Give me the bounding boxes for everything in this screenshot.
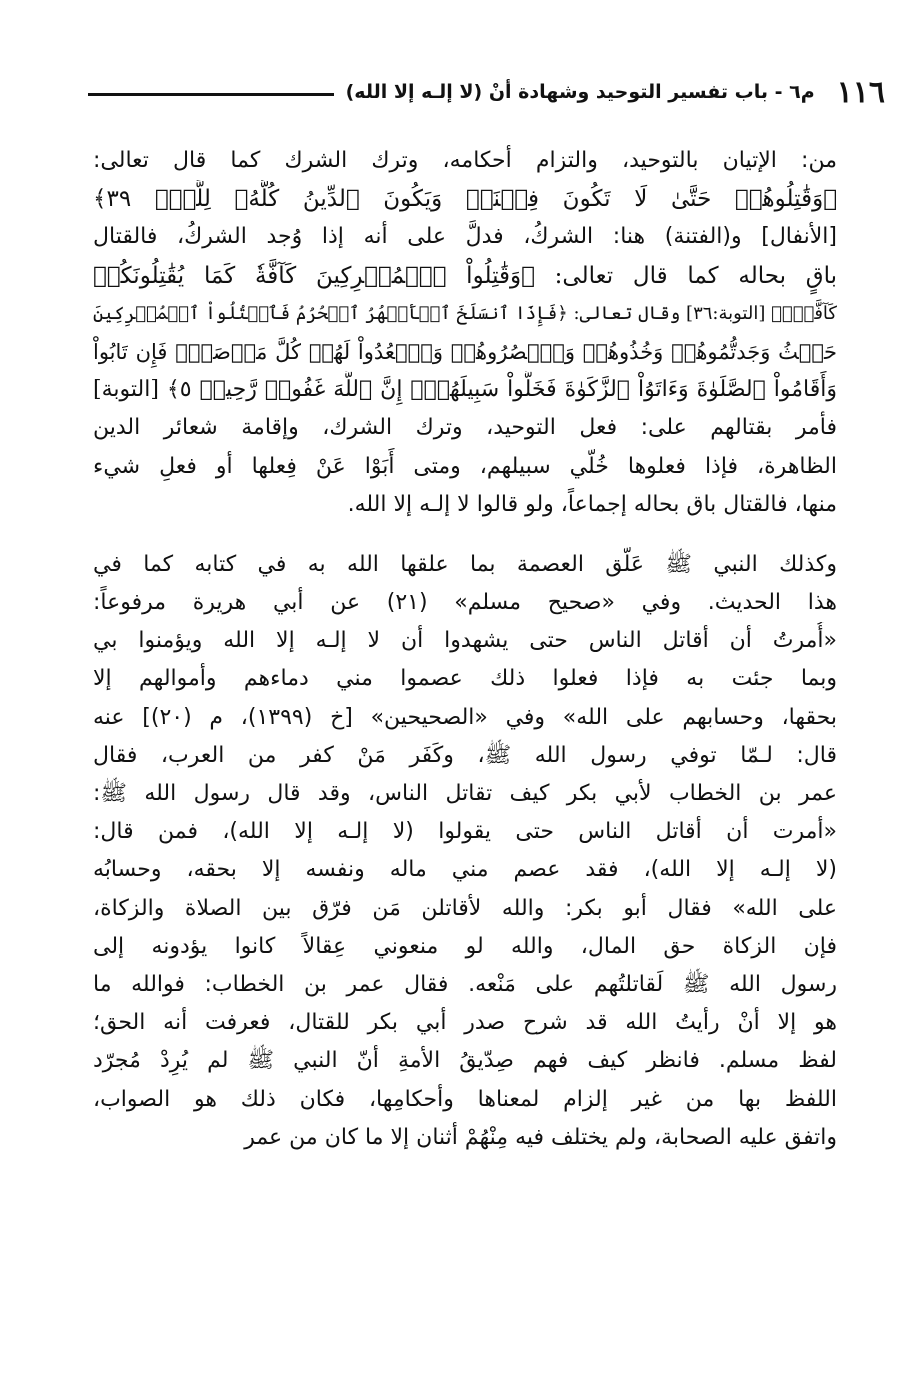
text-line: «أُمرتُ أن أقاتل الناس حتى يشهدوا أن لا إلـه إلا الله ويؤمنوا بي <box>93 628 837 654</box>
text-line: وبما جئت به فإذا فعلوا ذلك عصموا مني دماءهم وأموالهم إلا <box>93 666 837 692</box>
text-line: الظاهرة، فإذا فعلوها خُلّي سبيلهم، ومتى أَبَوْا عَنْ فِعلها أو فعلِ شيء <box>93 453 837 479</box>
body-text <box>93 142 837 1157</box>
text-line: فأمر بقتالهم على: فعل التوحيد، وترك الشرك، وإقامة شعائر الدين <box>93 415 837 441</box>
text-line: هذا الحديث. وفي «صحيح مسلم» (٢١) عن أبي هريرة مرفوعاً: <box>93 590 837 616</box>
text-line: رسول الله ﷺ لَقاتلتُهم على مَنْعه. فقال عمر بن الخطاب: فوالله ما <box>93 971 837 997</box>
page-header <box>88 70 885 114</box>
text-line: واتفق عليه الصحابة، ولم يختلف فيه مِنْهُمْ أثنان إلا ما كان من عمر <box>244 1124 837 1150</box>
text-line: منها، فالقتال باق بحاله إجماعاً، ولو قالوا لا إلـه إلا الله. <box>347 491 837 517</box>
quran-verse-line: ﴿وَقَٰتِلُوهُمۡ حَتَّىٰ لَا تَكُونَ فِتۡنَةٞ وَيَكُونَ ٱلدِّينُ كُلُّهُۥ لِلَّهِۚ ٣٩﴾ <box>93 186 837 213</box>
quran-verse-line: باقٍ بحاله كما قال تعالى: ﴿وَقَٰتِلُواْ ٱلۡمُشۡرِكِينَ كَآفَّةٗ كَمَا يُقَٰتِلُونَكُمۡ <box>93 262 837 289</box>
text-line: [الأنفال] و(الفتنة) هنا: الشركُ، فدلَّ على أنه إذا وُجد الشركُ، فالقتال <box>93 224 837 250</box>
text-line: فإن الزكاة حق المال، والله لو منعوني عِقالاً كانوا يؤدونه إلى <box>93 933 837 959</box>
text-line: بحقها، وحسابهم على الله» وفي «الصحيحين» [خ (١٣٩٩)، م (٢٠)] عنه <box>93 704 837 730</box>
quran-verse-line: وَأَقَامُواْ ٱلصَّلَوٰةَ وَءَاتَوُاْ ٱلزَّكَوٰةَ فَخَلُّواْ سَبِيلَهُمۡۚ إِنَّ ٱللَّهَ غَفُورٞ رَّحِيمٞ ٥﴾ [التوبة] <box>93 377 837 403</box>
quran-verse-line: حَيۡثُ وَجَدتُّمُوهُمۡ وَخُذُوهُمۡ وَٱحۡصُرُوهُمۡ وَٱقۡعُدُواْ لَهُمۡ كُلَّ مَرۡصَدٖۚ فَإِن تَابُواْ <box>93 339 837 364</box>
text-line: وكذلك النبي ﷺ عَلّق العصمة بما علقها الله به في كتابه كما في <box>93 551 837 577</box>
running-title: م٦ - باب تفسير التوحيد وشهادة أنْ (لا إلـه إلا الله) <box>345 81 815 103</box>
text-line: من: الإتيان بالتوحيد، والتزام أحكامه، وترك الشرك كما قال تعالى: <box>93 148 837 173</box>
paragraph <box>93 142 837 524</box>
quran-verse-line: كَآفَّةٗۚ﴾ [التوبة:٣٦] وقال تعالى: ﴿فَإِذَا ٱنسَلَخَ ٱلۡأَشۡهُرُ ٱلۡحُرُمُ فَٱقۡتُلُواْ ٱلۡمُشۡرِكِينَ <box>93 302 837 324</box>
paragraph-gap <box>93 524 837 546</box>
text-line: عمر بن الخطاب لأبي بكر كيف تقاتل الناس، وقد قال رسول الله ﷺ: <box>93 781 837 806</box>
page-number: ١١٦ <box>836 74 885 110</box>
text-line: لفظ مسلم. فانظر كيف فهم صِدّيقُ الأمةِ أنّ النبي ﷺ لم يُرِدْ مُجرّد <box>93 1048 837 1074</box>
text-line: على الله» فقال أبو بكر: والله لأقاتلن مَن فرّق بين الصلاة والزكاة، <box>93 895 837 921</box>
text-line: «أمرت أن أقاتل الناس حتى يقولوا (لا إلـه إلا الله)، فمن قال: <box>93 819 837 845</box>
text-line: اللفظ بها من غير إلزام لمعناها وأحكامِها، فكان ذلك هو الصواب، <box>93 1086 837 1112</box>
text-line: قال: لـمّا توفي رسول الله ﷺ، وكَفَر مَنْ كفر من العرب، فقال <box>93 742 837 768</box>
paragraph <box>93 546 837 1157</box>
text-line: (لا إلـه إلا الله)، فقد عصم مني ماله ونفسه إلا بحقه، وحسابُه <box>93 857 837 883</box>
text-line: هو إلا أنْ رأيتُ الله قد شرح صدر أبي بكر للقتال، فعرفت أنه الحق؛ <box>93 1010 837 1036</box>
header-rule <box>88 93 334 96</box>
